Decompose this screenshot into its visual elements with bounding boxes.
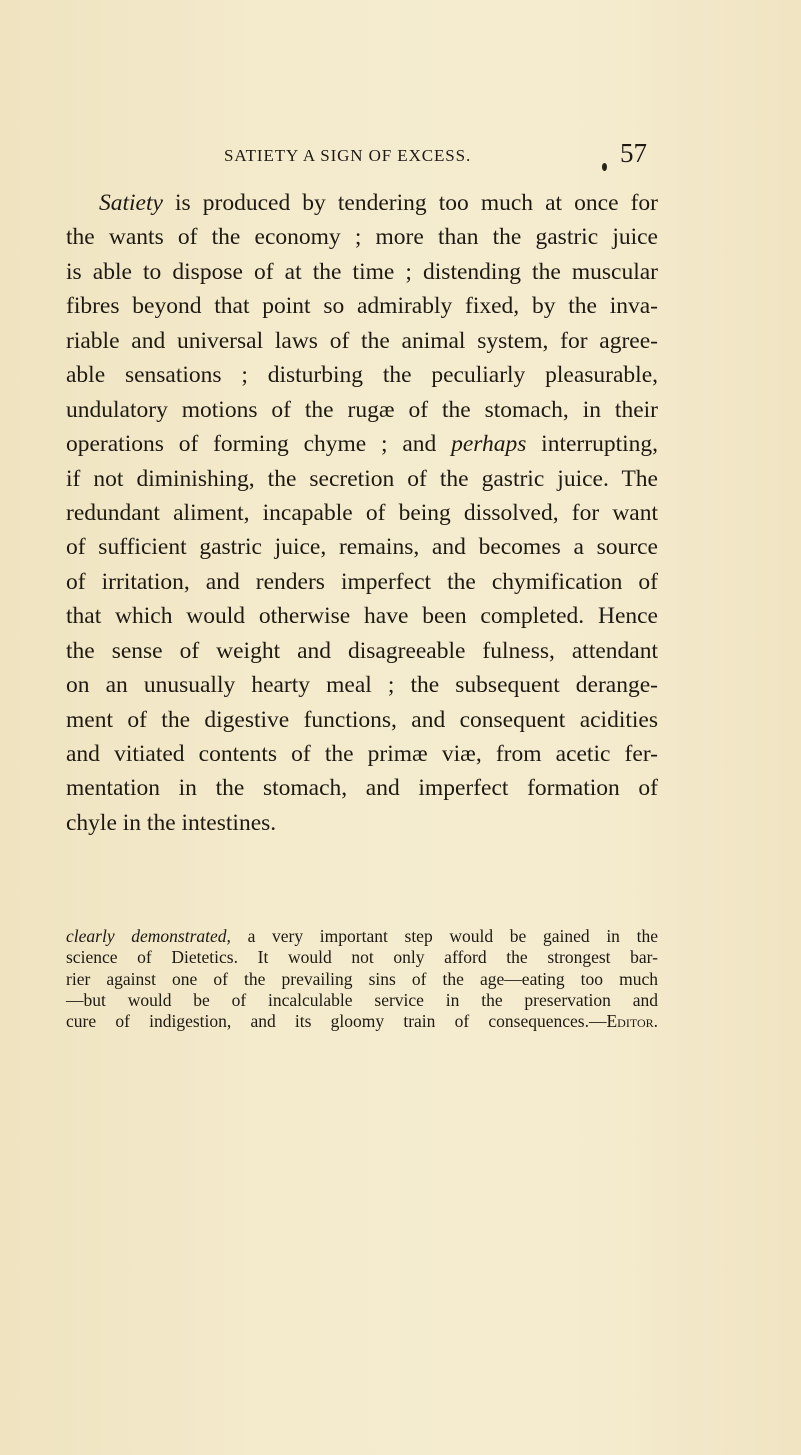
paragraph-line: and vitiated contents of the primæ viæ, from acetic fer- bbox=[66, 741, 658, 767]
main-paragraph bbox=[66, 186, 658, 840]
paragraph-line: the wants of the economy ; more than the gastric juice bbox=[66, 224, 658, 251]
paragraph-line: fibres beyond that point so admirably fixed, by the inva- bbox=[66, 293, 658, 320]
italic-word: perhaps bbox=[451, 431, 527, 458]
running-title: SATIETY A SIGN OF EXCESS. bbox=[224, 146, 472, 165]
footnote-line: cure of indigestion, and its gloomy train of consequences.—Editor. bbox=[66, 1011, 658, 1032]
paragraph-line: operations of forming chyme ; and perhaps interrupting, bbox=[66, 431, 658, 458]
page-number: 57 bbox=[620, 138, 647, 168]
paragraph-line: redundant aliment, incapable of being dissolved, for want bbox=[66, 499, 658, 526]
paragraph-line: is able to dispose of at the time ; distending the muscular bbox=[66, 258, 658, 285]
footnote-signature: Editor. bbox=[606, 1011, 658, 1032]
paragraph-line: Satiety is produced by tendering too much at once for bbox=[99, 190, 658, 216]
paragraph-line: riable and universal laws of the animal system, for agree- bbox=[66, 327, 658, 354]
paragraph-line: able sensations ; disturbing the peculiarly pleasurable, bbox=[66, 362, 658, 389]
footnote bbox=[66, 926, 658, 1032]
italic-word: Satiety bbox=[99, 190, 163, 216]
footnote-line: rier against one of the prevailing sins of the age—eating too much bbox=[66, 968, 658, 989]
running-head bbox=[224, 138, 654, 174]
paragraph-line: that which would otherwise have been completed. Hence bbox=[66, 603, 658, 630]
footnote-line: science of Dietetics. It would not only afford the strongest bar- bbox=[66, 947, 658, 968]
paragraph-line: if not diminishing, the secretion of the gastric juice. The bbox=[66, 465, 658, 492]
paragraph-line: ment of the digestive functions, and consequent acidities bbox=[66, 706, 658, 733]
paragraph-line: mentation in the stomach, and imperfect formation of bbox=[66, 775, 658, 802]
ink-speck bbox=[602, 163, 607, 171]
paragraph-line: the sense of weight and disagreeable fulness, attendant bbox=[66, 637, 658, 664]
paragraph-line: undulatory motions of the rugæ of the stomach, in their bbox=[66, 396, 658, 423]
footnote-line: clearly demonstrated, a very important step would be gained in the bbox=[66, 926, 658, 946]
paragraph-line: of sufficient gastric juice, remains, and becomes a source bbox=[66, 534, 658, 561]
paragraph-line: on an unusually hearty meal ; the subsequent derange- bbox=[66, 672, 658, 699]
paragraph-line: chyle in the intestines. bbox=[66, 809, 277, 836]
italic-phrase: clearly demonstrated, bbox=[66, 926, 231, 946]
paragraph-line: of irritation, and renders imperfect the chymification of bbox=[66, 568, 658, 595]
footnote-line: —but would be of incalculable service in the preservation and bbox=[66, 989, 658, 1010]
